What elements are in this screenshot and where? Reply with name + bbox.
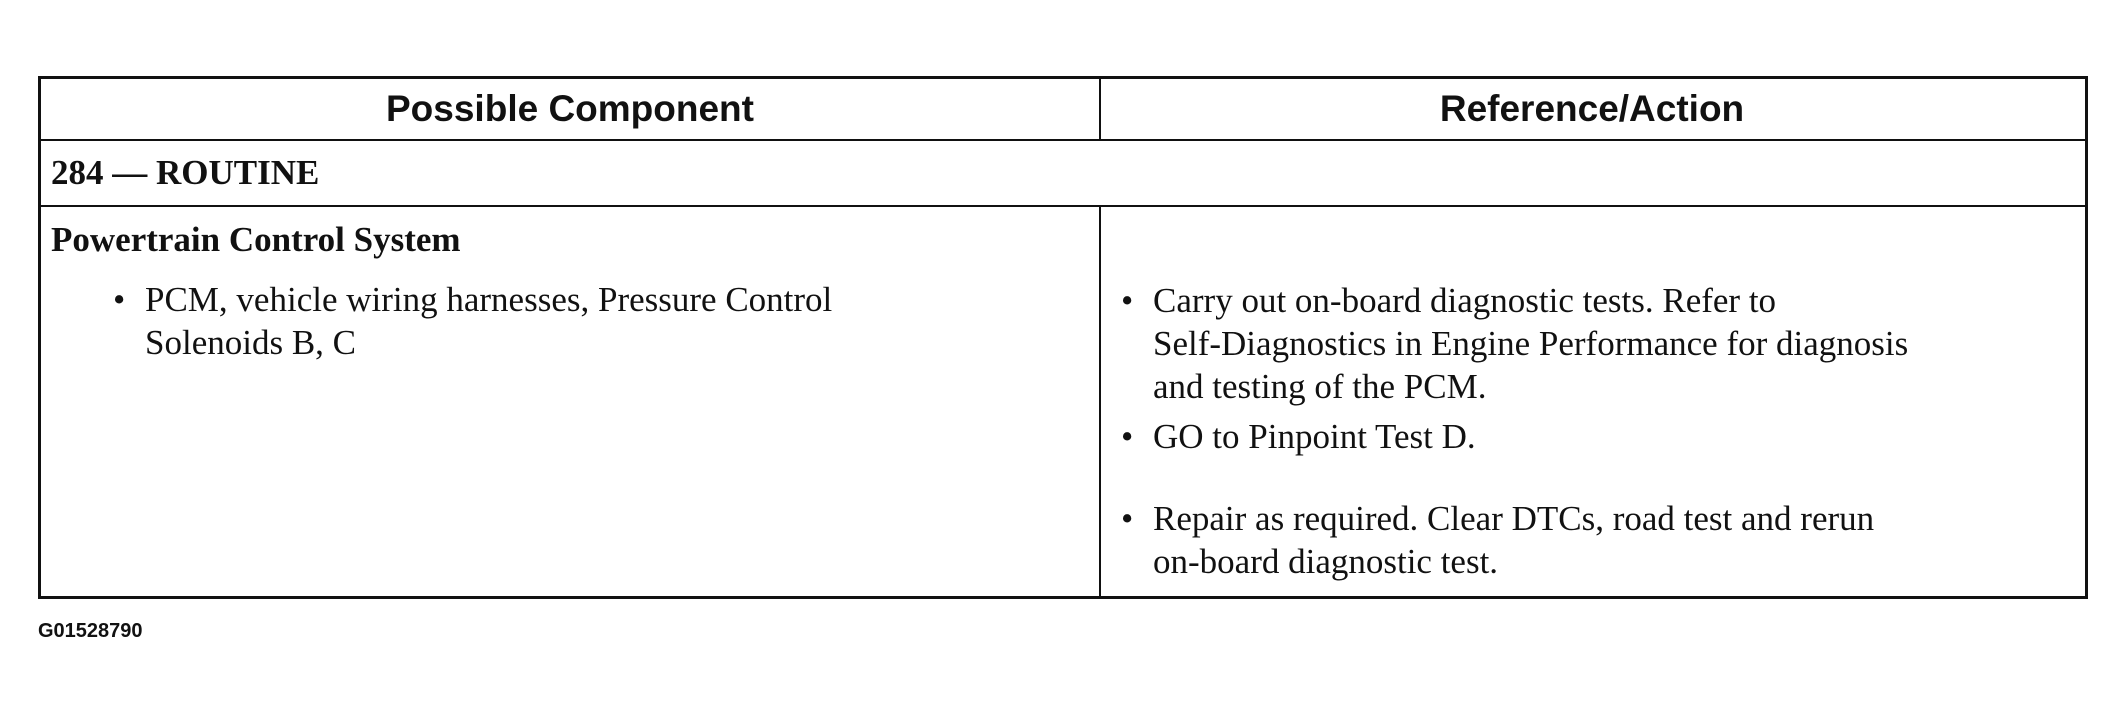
bullet-icon: • (1121, 281, 1134, 320)
component-reference-table (38, 76, 2088, 599)
routine-title: 284 — ROUTINE (51, 153, 320, 192)
action-bullet-text: GO to Pinpoint Test D. (1153, 417, 1476, 456)
action-bullet-text: Carry out on-board diagnostic tests. Refer to Self-Diagnostics in Engine Performance for diagnosis and testing of the PCM. (1153, 281, 1909, 406)
column-divider-body (1099, 207, 1101, 596)
routine-row (41, 141, 2085, 207)
header-reference-action: Reference/Action (1439, 88, 1745, 129)
action-bullet (1121, 279, 2081, 408)
component-bullet (113, 278, 1073, 364)
header-possible-component: Possible Component (386, 88, 754, 129)
figure-id: G01528790 (38, 620, 143, 642)
bullet-icon: • (113, 280, 126, 319)
action-bullet (1121, 497, 2081, 583)
table-header-row (41, 79, 2085, 141)
bullet-icon: • (1121, 499, 1134, 538)
action-bullet (1121, 415, 2081, 458)
action-bullet-text: Repair as required. Clear DTCs, road test and rerun on-board diagnostic test. (1153, 499, 1875, 581)
section-title: Powertrain Control System (51, 220, 461, 259)
component-bullet-text: PCM, vehicle wiring harnesses, Pressure Control Solenoids B, C (145, 280, 833, 362)
bullet-icon: • (1121, 417, 1134, 456)
column-divider-header (1099, 79, 1101, 141)
